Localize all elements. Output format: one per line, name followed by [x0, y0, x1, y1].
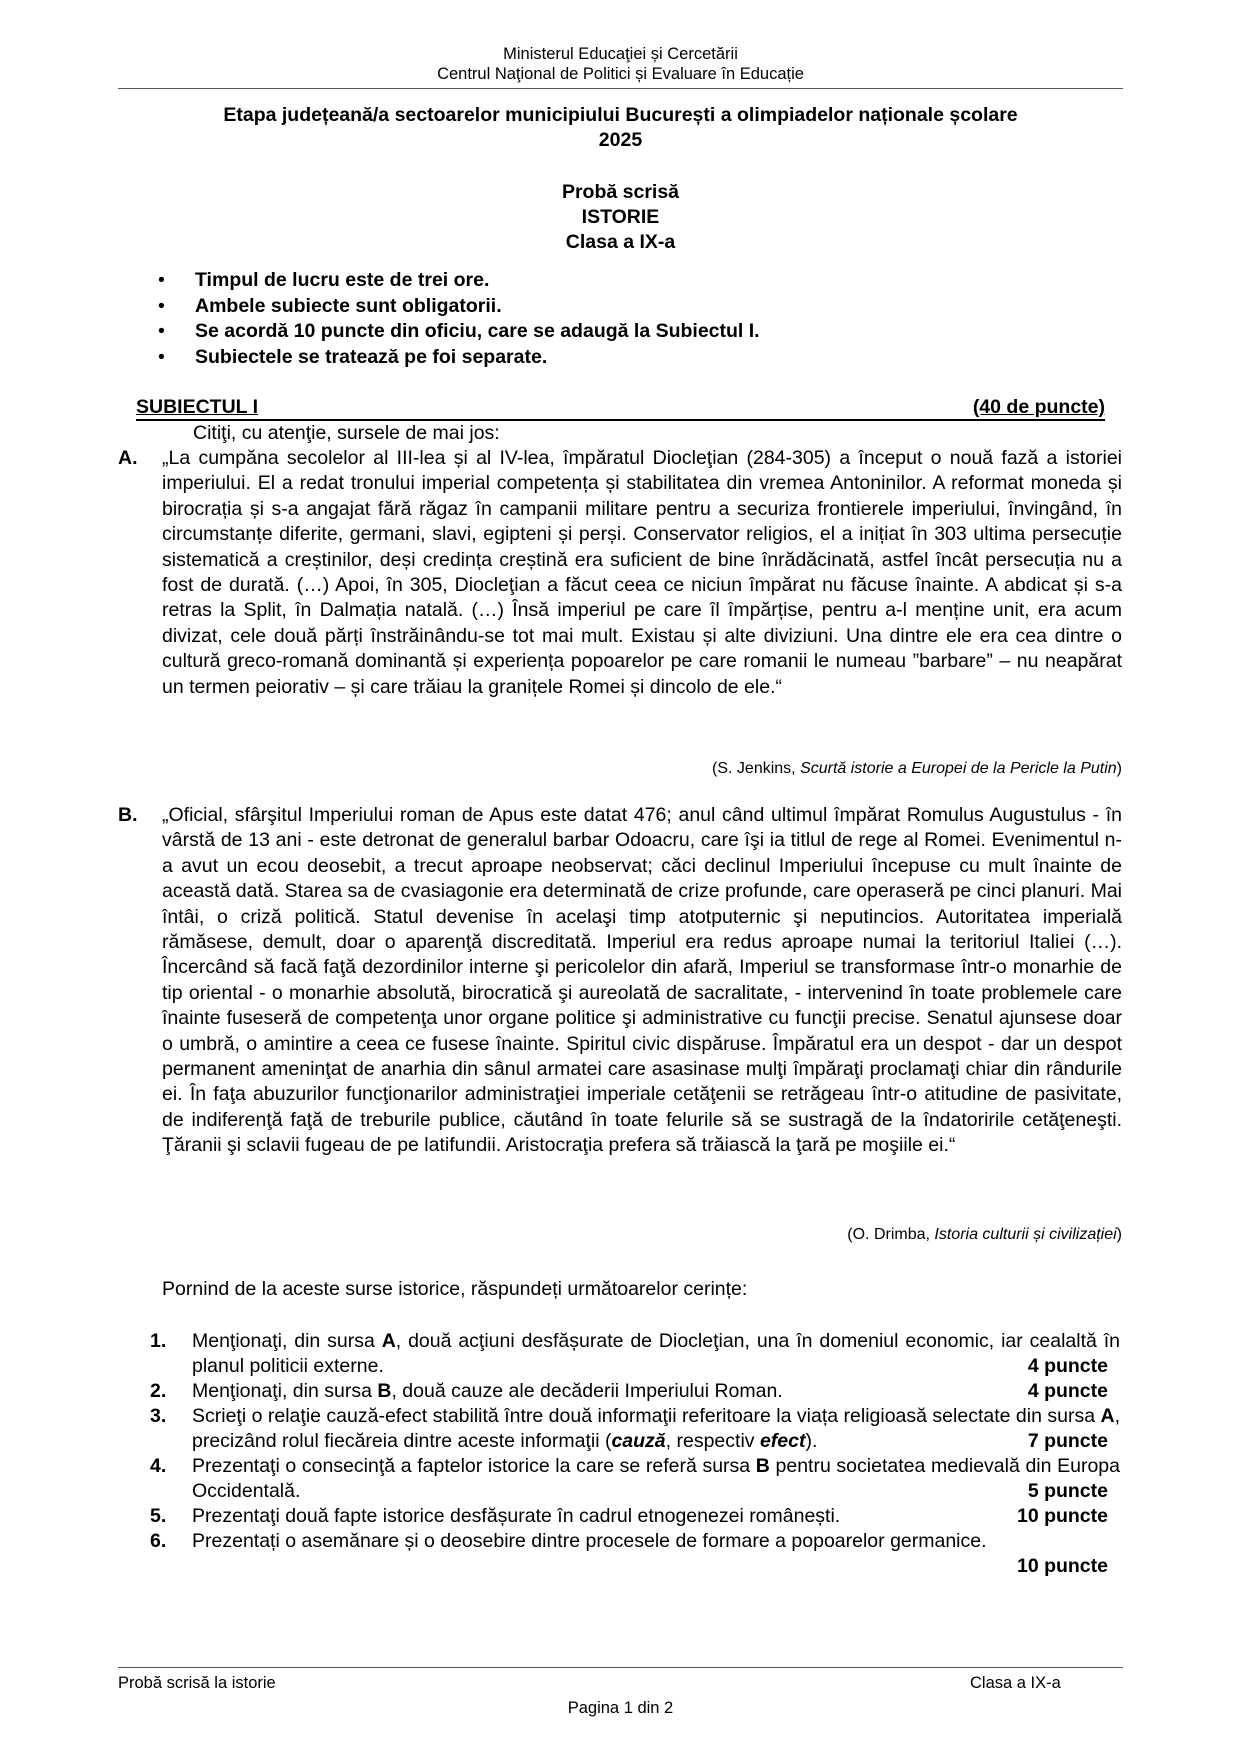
- exam-type: Probă scrisă: [561, 181, 680, 203]
- source-b-citation: [847, 1225, 1122, 1245]
- text-run: , două acţiuni desfășurate de Diocleţian, una în domeniul economic, iar cealaltă în planul politicii externe.: [192, 1330, 1120, 1377]
- requirement-number: 1.: [150, 1330, 167, 1352]
- requirement-points: 4 puncte: [1027, 1380, 1108, 1402]
- text-run: , respectiv: [665, 1430, 760, 1452]
- source-label: B.: [118, 804, 138, 826]
- text-run: , precizând rolul fiecăreia dintre aceste informaţii (: [192, 1405, 1120, 1452]
- competition-year: 2025: [598, 129, 643, 151]
- citation-title: Scurtă istorie a Europei de la Pericle la Putin: [800, 760, 1117, 777]
- source-ref: A: [1100, 1405, 1115, 1427]
- exam-grade: Clasa a IX-a: [565, 231, 676, 253]
- requirement-number: 5.: [150, 1505, 167, 1527]
- source-text: „La cumpăna secolelor al III-lea și al IV-lea, împăratul Diocleţian (284-305) a început o nouă fază a istoriei imperiului. El a redat tronului imperial competența și stabilitatea din vremea Antoninilor. A reformat moneda și birocrația și s-a angajat fără răgaz în campanii militare pentru a securiza frontierele imperiului, învingând, în circumstanțe diferite, germani, slavi, egipteni și perși. Conservator religios, el a inițiat în 303 ultima persecuție sistematică a creștinilor, deși credința creștină era suficient de bine înrădăcinată, astfel încât persecuția nu a fost de durată. (…) Apoi, în 305, Diocleţian a făcut ceea ce niciun împărat nu făcuse înainte. A abdicat și s-a retras la Split, în Dalmația natală. (…) Însă imperiul pe care îl împărțise, pentru a-l menține unit, era acum divizat, cele două părți înstrăinându-se tot mai mult. Existau și alte diviziuni. Una dintre ele era cea dintre o cultură greco-romană dominantă și experiența popoarelor pe care romanii le numeau ”barbare” – nu neapărat un termen peiorativ – și care trăiau la granițele Romei și dincolo de ele.“: [162, 447, 1122, 698]
- requirement-item: [150, 1529, 1120, 1579]
- requirement-points: 10 puncte: [1016, 1555, 1108, 1577]
- requirement-item: [150, 1329, 1120, 1379]
- text-run: Scrieţi o relaţie cauză-efect stabilită între două informaţii referitoare la viața religioasă selectate din sursa: [192, 1405, 1101, 1427]
- competition-title: Etapa județeană/a sectoarelor municipiului București a olimpiadelor naționale școlare: [223, 104, 1018, 126]
- subject-title: SUBIECTUL I: [136, 396, 259, 418]
- exam-subject: ISTORIE: [581, 206, 660, 228]
- requirement-item: [150, 1379, 1120, 1404]
- header-divider: [118, 88, 1123, 89]
- citation-author: (S. Jenkins,: [712, 760, 801, 777]
- instructions-list: [150, 268, 760, 370]
- source-label: A.: [118, 447, 138, 469]
- text-run: ).: [805, 1430, 818, 1452]
- requirement-points: 10 puncte: [1016, 1505, 1108, 1527]
- citation-end: ): [1116, 760, 1122, 777]
- footer-grade: Clasa a IX-a: [970, 1674, 1061, 1692]
- source-ref: B: [377, 1380, 392, 1402]
- instruction-item: • Se acordă 10 puncte din oficiu, care se adaugă la Subiectul I.: [150, 319, 760, 345]
- text-run: Menţionaţi, din sursa: [192, 1330, 382, 1352]
- requirement-points: 5 puncte: [1027, 1480, 1108, 1502]
- requirement-item: [150, 1404, 1120, 1454]
- emphasis-cause: cauză: [611, 1430, 666, 1452]
- text-run: Menţionaţi, din sursa: [192, 1380, 378, 1402]
- requirements-intro: Pornind de la aceste surse istorice, răspundeți următoarelor cerințe:: [162, 1278, 748, 1300]
- text-run: Prezentaţi două fapte istorice desfășurate în cadrul etnogenezei românești.: [192, 1505, 841, 1527]
- sources-intro: Citiţi, cu atenţie, sursele de mai jos:: [193, 422, 500, 444]
- requirement-text: [192, 1379, 1120, 1404]
- instruction-item: • Subiectele se tratează pe foi separate.: [150, 345, 760, 371]
- emphasis-effect: efect: [759, 1430, 806, 1452]
- source-a: [118, 446, 1122, 700]
- subject-points: (40 de puncte): [972, 396, 1105, 418]
- instruction-item: • Timpul de lucru este de trei ore.: [150, 268, 760, 294]
- requirements-list: [150, 1329, 1120, 1579]
- citation-end: ): [1116, 1226, 1122, 1243]
- requirement-item: [150, 1454, 1120, 1504]
- source-b: [118, 803, 1122, 1159]
- source-text: „Oficial, sfârşitul Imperiului roman de Apus este datat 476; anul când ultimul împărat Romulus Augustulus - în vârstă de 13 ani - este detronat de generalul barbar Odoacru, care îşi ia titlul de rege al Romei. Evenimentul n-a avut un ecou deosebit, a trecut aproape neobservat; căci declinul Imperiului începuse cu mult înainte de această dată. Starea sa de cvasiagonie era determinată de crize profunde, care operaseră pe cinci planuri. Mai întâi, o criză politică. Statul devenise în acelaşi timp atotputernic şi neputincios. Autoritatea imperială rămăsese, demult, doar o aparenţă discreditată. Imperiul era redus aproape numai la teritoriul Italiei (…). Încercând să facă faţă dezordinilor interne şi pericolelor din afară, Imperiul se transformase într-o monarhie de tip oriental - o monarhie absolută, birocratică şi aureolată de sacralitate, - intervenind în toate problemele care înainte fuseseră de competenţa unor organe politice şi administrative cu funcţii precise. Senatul ajunsese doar o umbră, o amintire a ceea ce fusese înainte. Spiritul civic dispăruse. Împăratul era un despot - dar un despot permanent ameninţat de anarhia din sânul armatei care asasinase mulţi împăraţi proclamaţi chiar din rândurile ei. În faţa abuzurilor funcţionarilor administraţiei imperiale cetăţenii se retrăgeau într-o atitudine de pasivitate, de indiferenţă faţă de treburile publice, căutând în toate felurile să se sustragă de la îndatoririle cetăţeneşti. Ţăranii şi sclavii fugeau de pe latifundii. Aristocraţia prefera să trăiască la ţară pe moşiile ei.“: [162, 804, 1122, 1157]
- page-number: Pagina 1 din 2: [567, 1699, 674, 1717]
- source-ref: A: [381, 1330, 396, 1352]
- requirement-points: 4 puncte: [1027, 1355, 1108, 1377]
- requirement-number: 4.: [150, 1455, 167, 1477]
- instruction-item: • Ambele subiecte sunt obligatorii.: [150, 294, 760, 320]
- requirement-text: [192, 1504, 1120, 1529]
- requirement-points: 7 puncte: [1027, 1430, 1108, 1452]
- subject-heading: [136, 395, 1105, 421]
- citation-author: (O. Drimba,: [847, 1226, 935, 1243]
- requirement-number: 2.: [150, 1380, 167, 1402]
- text-run: pentru societatea medievală din Europa Occidentală.: [192, 1455, 1120, 1502]
- ministry-name: Ministerul Educaţiei și Cercetării: [503, 45, 738, 63]
- requirement-item: [150, 1504, 1120, 1529]
- footer-exam-name: Probă scrisă la istorie: [118, 1674, 276, 1692]
- source-ref: B: [755, 1455, 770, 1477]
- requirement-text: [192, 1529, 1120, 1554]
- text-run: Prezentați o asemănare și o deosebire dintre procesele de formare a popoarelor germanice.: [192, 1530, 987, 1552]
- text-run: Prezentaţi o consecinţă a faptelor istorice la care se referă sursa: [192, 1455, 756, 1477]
- citation-title: Istoria culturii și civilizației: [934, 1226, 1117, 1243]
- text-run: , două cauze ale decăderii Imperiului Roman.: [391, 1380, 783, 1402]
- requirement-number: 3.: [150, 1405, 167, 1427]
- center-name: Centrul Naţional de Politici și Evaluare în Educație: [437, 65, 804, 83]
- footer-divider: [118, 1667, 1123, 1668]
- requirement-number: 6.: [150, 1530, 167, 1552]
- source-a-citation: [712, 759, 1122, 779]
